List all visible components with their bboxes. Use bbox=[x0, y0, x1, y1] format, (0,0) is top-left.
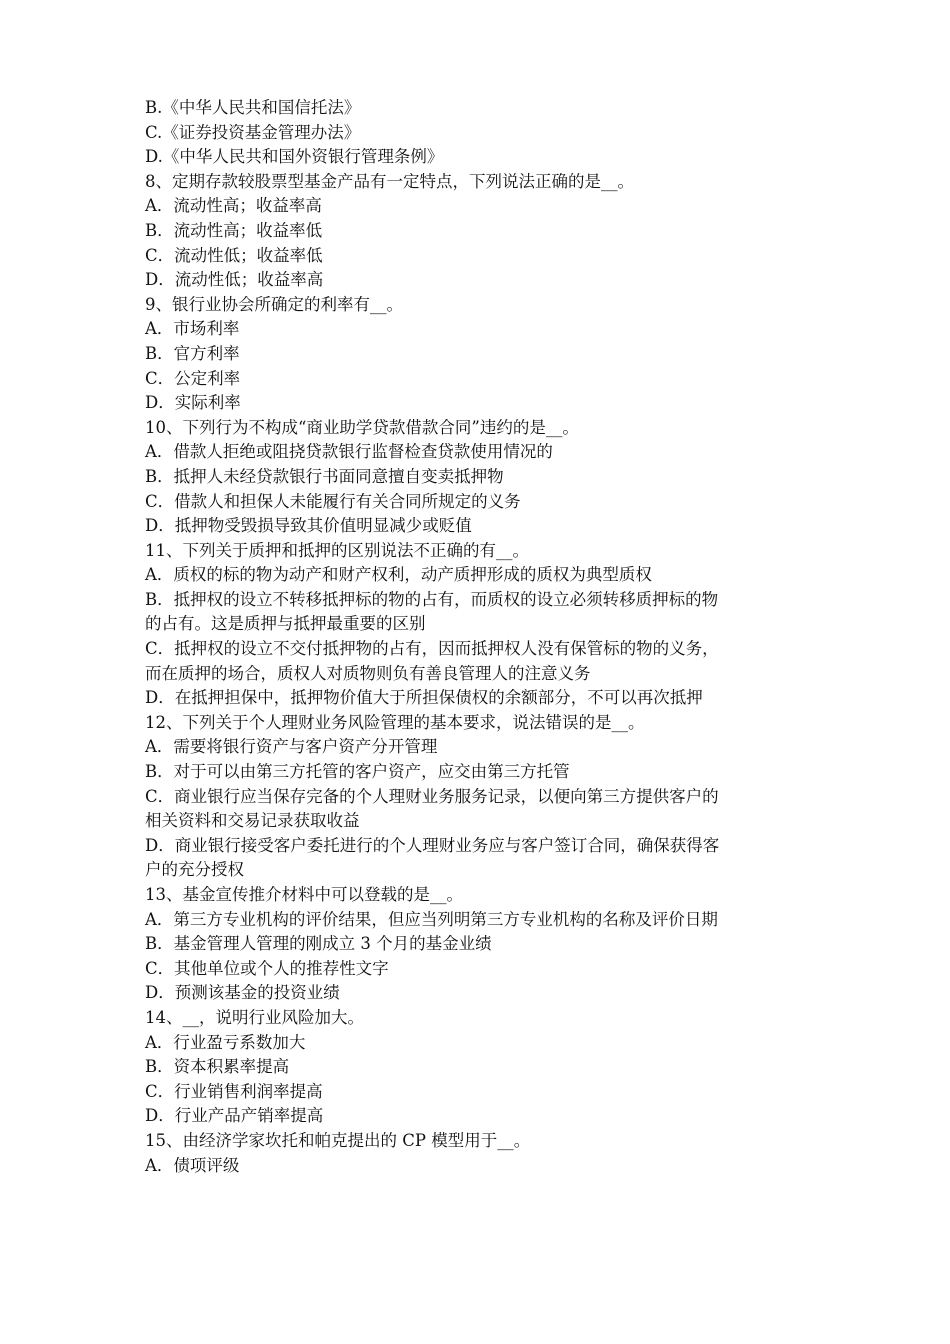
q12-option-c-cont: 相关资料和交易记录获取收益 bbox=[145, 811, 360, 831]
document-body bbox=[145, 96, 815, 1178]
q11-option-c-cont: 而在质押的场合，质权人对质物则负有善良管理人的注意义务 bbox=[145, 663, 591, 683]
q13-option-c: C．其他单位或个人的推荐性文字 bbox=[145, 958, 389, 978]
q9-option-b: B．官方利率 bbox=[145, 343, 240, 363]
q8-option-c: C．流动性低；收益率低 bbox=[145, 245, 323, 265]
q11-option-b-cont: 的占有。这是质押与抵押最重要的区别 bbox=[145, 614, 426, 634]
q13-option-b: B．基金管理人管理的刚成立 3 个月的基金业绩 bbox=[145, 934, 492, 954]
q14-option-c: C．行业销售利润率提高 bbox=[145, 1081, 323, 1101]
option-d-line: D.《中华人民共和国外资银行管理条例》 bbox=[145, 147, 444, 167]
option-b-line: B.《中华人民共和国信托法》 bbox=[145, 98, 361, 117]
q12-option-b: B．对于可以由第三方托管的客户资产，应交由第三方托管 bbox=[145, 762, 570, 782]
q14-option-a: A．行业盈亏系数加大 bbox=[145, 1032, 306, 1052]
q12-option-d-cont: 户的充分授权 bbox=[145, 860, 244, 880]
q14-option-d: D．行业产品产销率提高 bbox=[145, 1106, 324, 1126]
q10-option-c: C．借款人和担保人未能履行有关合同所规定的义务 bbox=[145, 491, 521, 511]
option-c-line: C.《证券投资基金管理办法》 bbox=[145, 122, 361, 142]
q14-option-b: B．资本积累率提高 bbox=[145, 1057, 290, 1077]
question-11: 11、下列关于质押和抵押的区别说法不正确的有__。 bbox=[145, 540, 529, 560]
q15-option-a: A．债项评级 bbox=[145, 1155, 240, 1175]
q9-option-a: A．市场利率 bbox=[145, 319, 240, 339]
question-14: 14、__，说明行业风险加大。 bbox=[145, 1007, 364, 1027]
question-10: 10、下列行为不构成“商业助学贷款借款合同”违约的是__。 bbox=[145, 417, 579, 437]
q13-option-a: A．第三方专业机构的评价结果，但应当列明第三方专业机构的名称及评价日期 bbox=[145, 909, 718, 929]
question-15: 15、由经济学家坎托和帕克提出的 CP 模型用于__。 bbox=[145, 1130, 531, 1150]
q12-option-d: D．商业银行接受客户委托进行的个人理财业务应与客户签订合同，确保获得客 bbox=[145, 835, 720, 855]
q11-option-a: A．质权的标的物为动产和财产权利，动产质押形成的质权为典型质权 bbox=[145, 565, 652, 585]
q9-option-d: D．实际利率 bbox=[145, 393, 241, 413]
q10-option-d: D．抵押物受毁损导致其价值明显减少或贬值 bbox=[145, 516, 472, 536]
q11-option-c: C．抵押权的设立不交付抵押物的占有，因而抵押权人没有保管标的物的义务， bbox=[145, 639, 719, 659]
question-12: 12、下列关于个人理财业务风险管理的基本要求，说法错误的是__。 bbox=[145, 712, 645, 732]
q10-option-b: B．抵押人未经贷款银行书面同意擅自变卖抵押物 bbox=[145, 466, 504, 486]
q11-option-d: D．在抵押担保中，抵押物价值大于所担保债权的余额部分，不可以再次抵押 bbox=[145, 688, 703, 708]
question-13: 13、基金宣传推介材料中可以登载的是__。 bbox=[145, 885, 463, 904]
q13-option-d: D．预测该基金的投资业绩 bbox=[145, 983, 340, 1003]
q8-option-a: A．流动性高；收益率高 bbox=[145, 196, 322, 216]
q10-option-a: A．借款人拒绝或阻挠贷款银行监督检查贷款使用情况的 bbox=[145, 442, 553, 462]
q8-option-b: B．流动性高；收益率低 bbox=[145, 220, 323, 240]
q12-option-c: C．商业银行应当保存完备的个人理财业务服务记录，以便向第三方提供客户的 bbox=[145, 786, 719, 806]
question-9: 9、银行业协会所确定的利率有__。 bbox=[145, 294, 403, 314]
q8-option-d: D．流动性低；收益率高 bbox=[145, 270, 324, 290]
q12-option-a: A．需要将银行资产与客户资产分开管理 bbox=[145, 737, 438, 757]
question-8: 8、定期存款较股票型基金产品有一定特点，下列说法正确的是__。 bbox=[145, 171, 634, 191]
q11-option-b: B．抵押权的设立不转移抵押标的物的占有，而质权的设立必须转移质押标的物 bbox=[145, 589, 719, 609]
q9-option-c: C．公定利率 bbox=[145, 368, 241, 388]
